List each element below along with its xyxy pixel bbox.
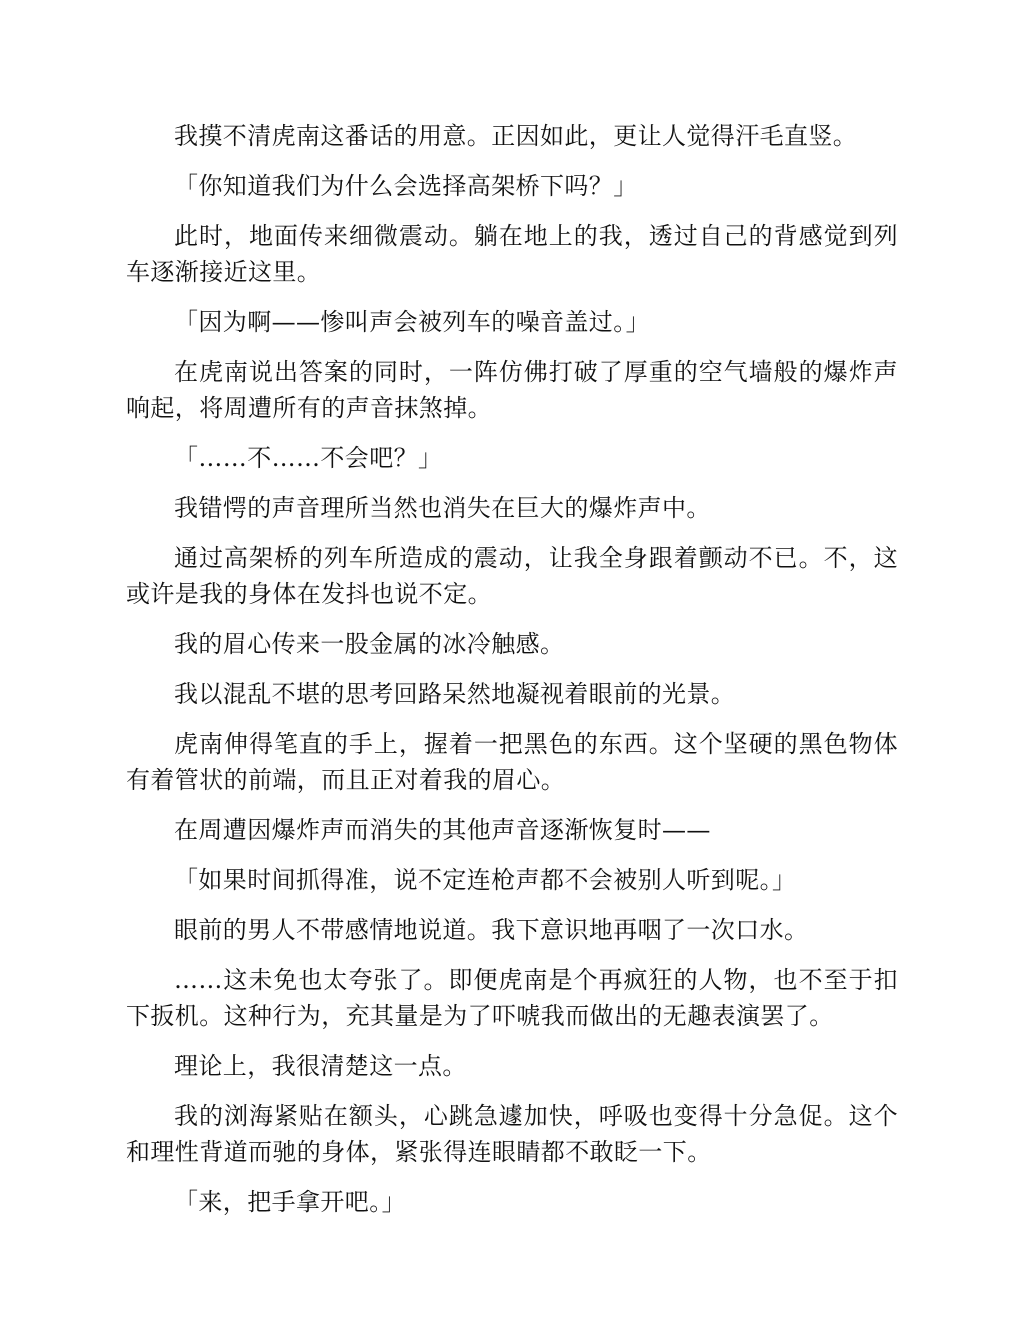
dialogue-paragraph: 「因为啊——惨叫声会被列车的噪音盖过。」: [174, 308, 650, 336]
dialogue-paragraph: 「你知道我们为什么会选择高架桥下吗？」: [174, 172, 638, 200]
dialogue-paragraph: 「……不……不会吧？」: [174, 444, 443, 472]
paragraph: ……这未免也太夸张了。即便虎南是个再疯狂的人物，也不至于扣下扳机。这种行为，充其量是为了吓唬我而做出的无趣表演罢了。: [126, 966, 898, 1030]
paragraph: 通过高架桥的列车所造成的震动，让我全身跟着颤动不已。不，这或许是我的身体在发抖也说不定。: [126, 544, 898, 608]
paragraph: 理论上，我很清楚这一点。: [174, 1052, 467, 1080]
paragraph: 眼前的男人不带感情地说道。我下意识地再咽了一次口水。: [174, 916, 809, 944]
paragraph: 在虎南说出答案的同时，一阵仿佛打破了厚重的空气墙般的爆炸声响起，将周遭所有的声音抹煞掉。: [126, 358, 898, 422]
paragraph: 虎南伸得笔直的手上，握着一把黑色的东西。这个坚硬的黑色物体有着管状的前端，而且正对着我的眉心。: [126, 730, 898, 794]
paragraph: 此时，地面传来细微震动。躺在地上的我，透过自己的背感觉到列车逐渐接近这里。: [126, 222, 898, 286]
paragraph: 我摸不清虎南这番话的用意。正因如此，更让人觉得汗毛直竖。: [174, 122, 858, 150]
body-text: [126, 118, 898, 1234]
paragraph: 在周遭因爆炸声而消失的其他声音逐渐恢复时——: [174, 816, 711, 844]
dialogue-paragraph: 「来，把手拿开吧。」: [174, 1188, 406, 1216]
paragraph: 我以混乱不堪的思考回路呆然地凝视着眼前的光景。: [174, 680, 736, 708]
dialogue-paragraph: 「如果时间抓得准，说不定连枪声都不会被别人听到呢。」: [174, 866, 797, 894]
paragraph: 我错愕的声音理所当然也消失在巨大的爆炸声中。: [174, 494, 711, 522]
paragraph: 我的浏海紧贴在额头，心跳急遽加快，呼吸也变得十分急促。这个和理性背道而驰的身体，紧张得连眼睛都不敢眨一下。: [126, 1102, 898, 1166]
paragraph: 我的眉心传来一股金属的冰冷触感。: [174, 630, 565, 658]
